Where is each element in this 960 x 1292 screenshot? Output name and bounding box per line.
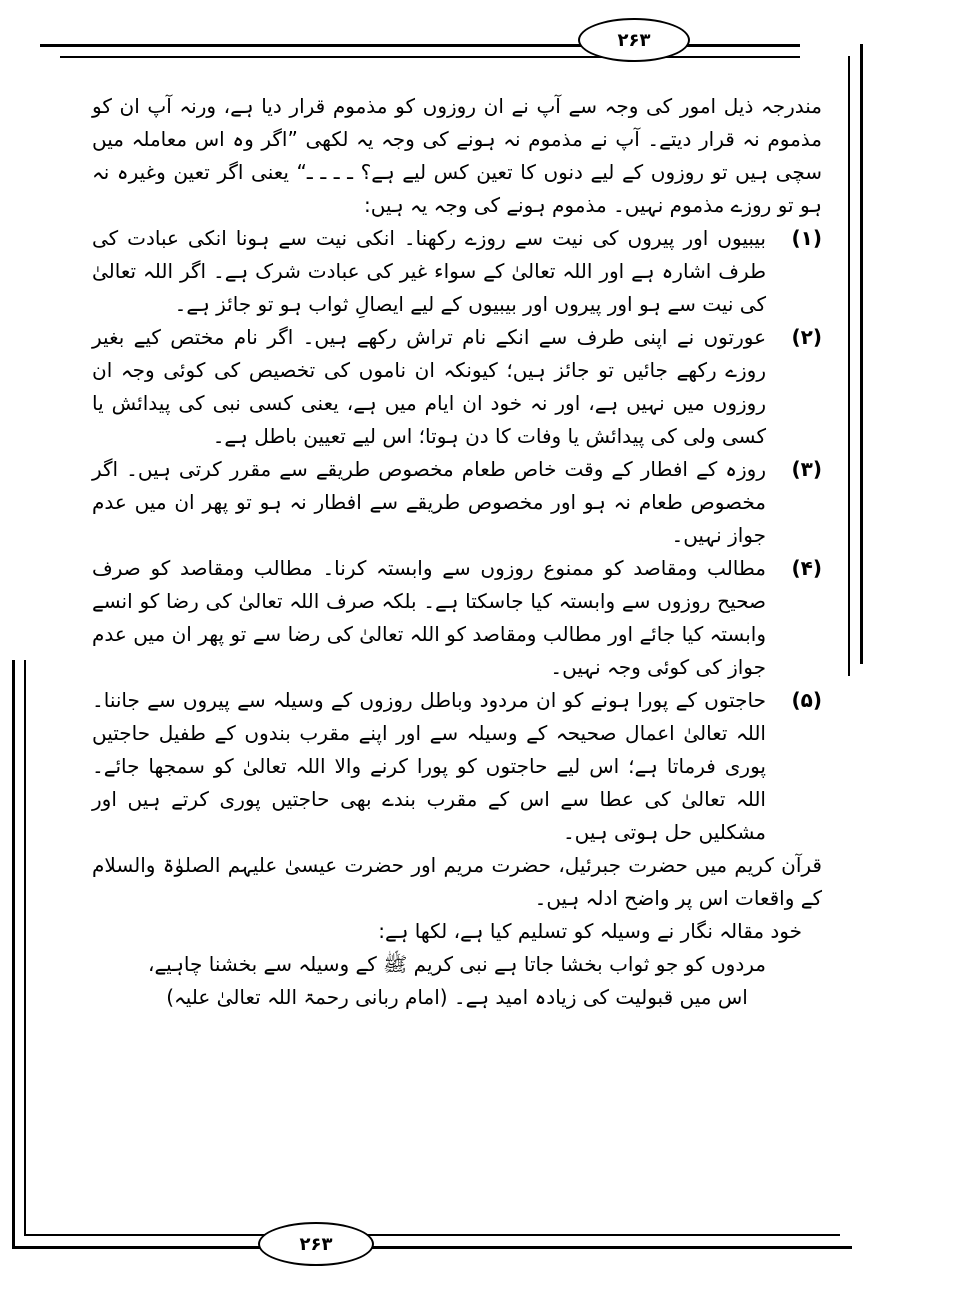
item-text: عورتوں نے اپنی طرف سے انکے نام تراش رکھے ہیں۔ اگر نام مختص کیے بغیر روزے رکھے جائیں تو جائز ہیں؛ کیونکہ ان ناموں کی تخصیص کی کوئی وجہ ان روزوں میں نہیں ہے، اور نہ خود ان ایام میں ہے، یعنی کسی نبی کی پیدائش یا کسی ولی کی پیدائش یا وفات کا دن ہوتا؛ اس لیے تعیین باطل ہے۔ bbox=[92, 325, 766, 448]
quran-paragraph: قرآن کریم میں حضرت جبرئیل، حضرت مریم اور حضرت عیسیٰ علیہم الصلوٰۃ والسلام کے واقعات اس پر واضح ادلہ ہیں۔ bbox=[92, 853, 822, 910]
item-number: (۴) bbox=[791, 556, 822, 580]
item-number: (۵) bbox=[791, 688, 822, 712]
frame-top-inner bbox=[60, 56, 800, 58]
frame-right-inner bbox=[848, 56, 850, 676]
frame-bottom-outer bbox=[12, 1246, 852, 1249]
page-number-top-text: ۲۶۳ bbox=[617, 29, 651, 51]
item-number: (۱) bbox=[791, 226, 822, 250]
frame-left-inner bbox=[24, 660, 26, 1236]
page-body bbox=[92, 90, 822, 1014]
quote-line-1: مردوں کو جو ثواب بخشا جاتا ہے نبی کریم ﷺ کے وسیلہ سے بخشنا چاہیے، bbox=[147, 952, 766, 976]
item-text: بیبیوں اور پیروں کی نیت سے روزے رکھنا۔ انکی نیت سے ہونا انکی عبادت کی طرف اشارہ ہے اور اللہ تعالیٰ کے سواء غیر کی عبادت شرک ہے۔ اگر اللہ تعالیٰ کی نیت سے ہو اور پیروں اور بیبیوں کے لیے ایصالِ ثواب ہو تو جائز ہے۔ bbox=[92, 226, 766, 316]
intro-paragraph: مندرجہ ذیل امور کی وجہ سے آپ نے ان روزوں کو مذموم قرار دیا ہے، ورنہ آپ ان کو مذموم نہ قرار دیتے۔ آپ نے مذموم نہ ہونے کی وجہ یہ لکھی ”اگر وہ اس معاملہ میں سچی ہیں تو روزوں کے لیے دنوں کا تعین کس لیے ہے؟ ـ ـ ـ ـ“ یعنی اگر تعین وغیرہ نہ ہو تو روزے مذموم نہیں۔ مذموم ہونے کی وجہ یہ ہیں: bbox=[92, 94, 822, 217]
frame-left-outer bbox=[12, 660, 15, 1248]
author-line: خود مقالہ نگار نے وسیلہ کو تسلیم کیا ہے، لکھا ہے: bbox=[378, 919, 802, 943]
frame-right-outer bbox=[860, 44, 863, 664]
list-item bbox=[92, 222, 822, 321]
item-number: (۲) bbox=[791, 325, 822, 349]
page-number-top bbox=[578, 18, 690, 62]
page-number-bottom bbox=[258, 1222, 374, 1266]
item-text: روزہ کے افطار کے وقت خاص طعام مخصوص طریقے سے مقرر کرتی ہیں۔ اگر مخصوص طعام نہ ہو اور مخصوص طریقے سے افطار نہ ہو تو پھر ان میں عدم جواز نہیں۔ bbox=[92, 457, 766, 547]
list-item bbox=[92, 453, 822, 552]
item-text: مطالب ومقاصد کو ممنوع روزوں سے وابستہ کرنا۔ مطالب ومقاصد کو صرف صحیح روزوں سے وابستہ کیا جاسکتا ہے۔ بلکہ صرف اللہ تعالیٰ کی رضا کو انسے وابستہ کیا جائے اور مطالب ومقاصد کو اللہ تعالیٰ کی رضا سے تو پھر ان میں عدم جواز کی کوئی وجہ نہیں۔ bbox=[92, 556, 766, 679]
item-number: (۳) bbox=[791, 457, 822, 481]
item-text: حاجتوں کے پورا ہونے کو ان مردود وباطل روزوں کے وسیلہ سے پیروں سے جاننا۔ اللہ تعالیٰ اعمال صحیحہ کے وسیلہ سے اور اپنے مقرب بندوں کے طفیل حاجتیں پوری فرماتا ہے؛ اس لیے حاجتوں کو پورا کرنے والا اللہ تعالیٰ کو سمجھا جائے۔ اللہ تعالیٰ کی عطا سے اس کے مقرب بندے بھی حاجتیں پوری کرتے ہیں اور مشکلیں حل ہوتی ہیں۔ bbox=[92, 688, 766, 844]
list-item bbox=[92, 552, 822, 684]
frame-bottom-inner bbox=[24, 1234, 840, 1236]
list-item bbox=[92, 684, 822, 849]
quote-line-2: اس میں قبولیت کی زیادہ امید ہے۔ (امام ربانی رحمۃ اللہ تعالیٰ علیہ) bbox=[166, 985, 748, 1009]
page-number-bottom-text: ۲۶۳ bbox=[299, 1233, 333, 1255]
list-item bbox=[92, 321, 822, 453]
